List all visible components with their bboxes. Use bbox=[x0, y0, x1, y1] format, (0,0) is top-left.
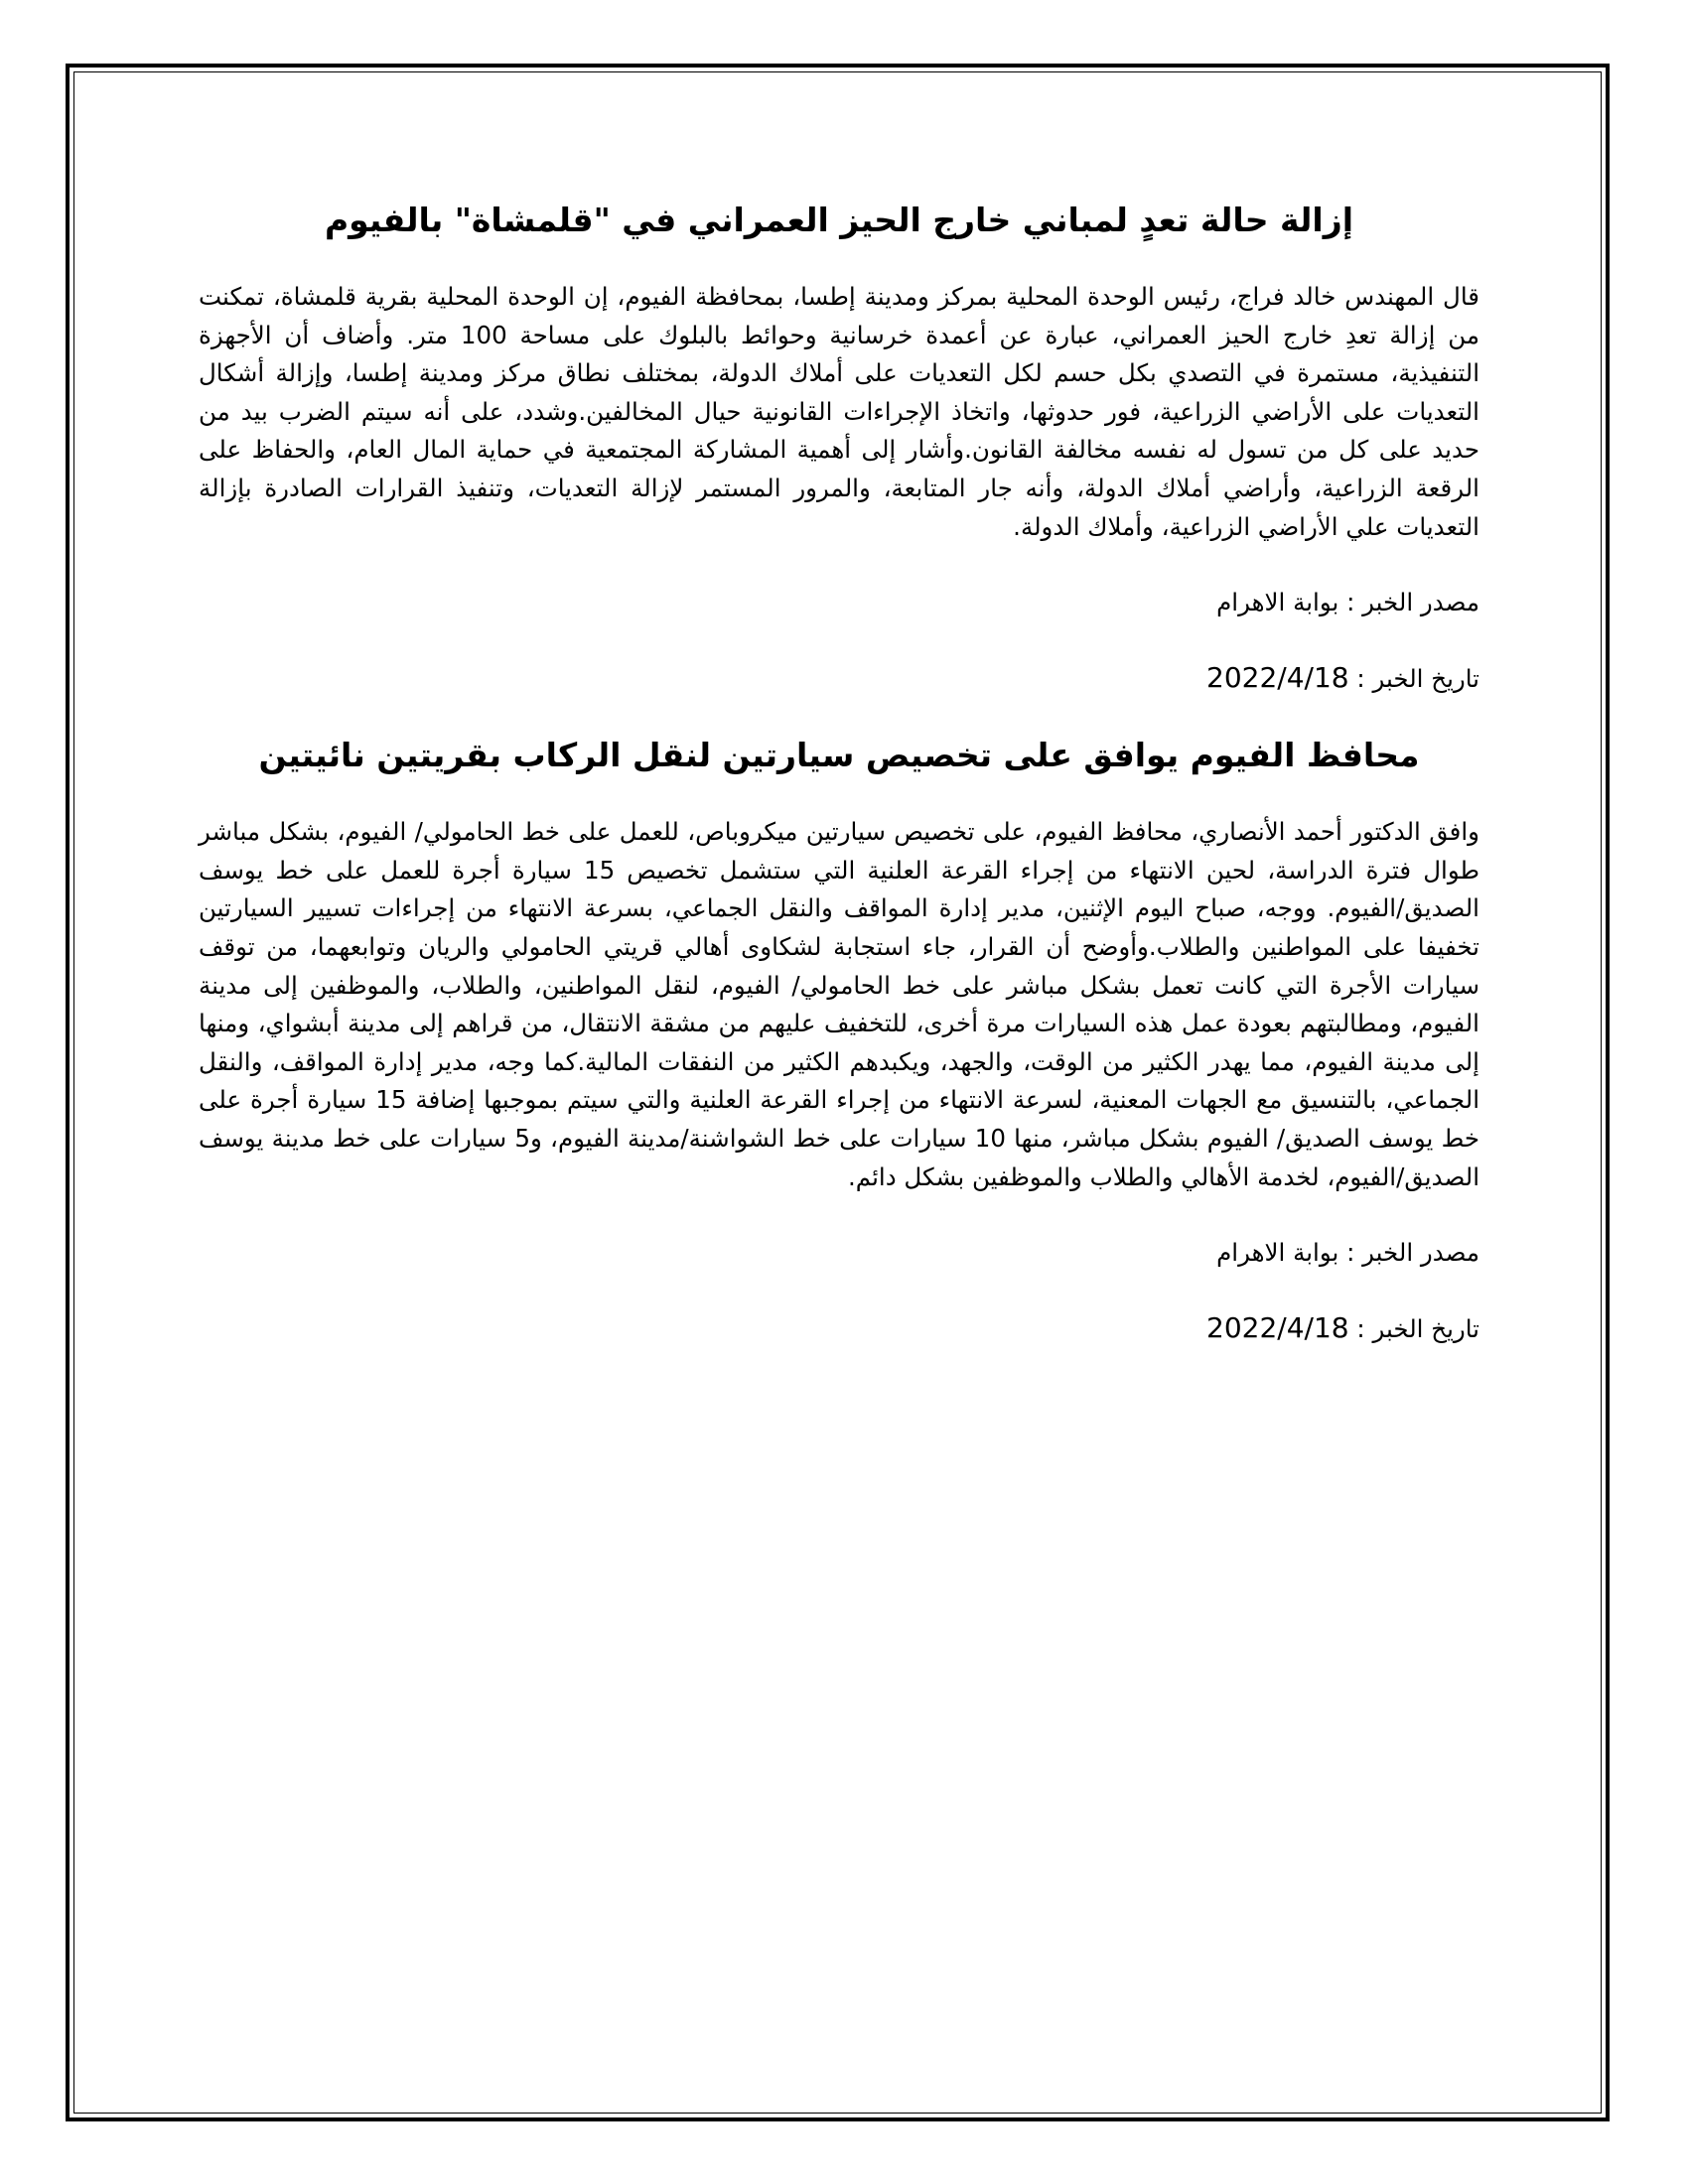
article-1-date-value: 2022/4/18 bbox=[1206, 661, 1349, 695]
article-2-date-value: 2022/4/18 bbox=[1206, 1311, 1349, 1345]
document-content bbox=[199, 189, 1479, 1348]
article-2-headline: محافظ الفيوم يوافق على تخصيص سيارتين لنقل الركاب بقريتين نائيتين bbox=[258, 736, 1420, 775]
article-2 bbox=[199, 724, 1479, 1348]
article-1 bbox=[199, 189, 1479, 698]
article-1-date bbox=[199, 659, 1479, 698]
article-2-body: وافق الدكتور أحمد الأنصاري، محافظ الفيوم، على تخصيص سيارتين ميكروباص، للعمل على خط الحامولي/ الفيوم، بشكل مباشر طوال فترة الدراسة، لحين الانتهاء من إجراء القرعة العلنية التي ستشمل تخصيص 15 سيارة أجرة للعمل على خط يوسف الصديق/الفيوم. ووجه، صباح اليوم الإثنين، مدير إدارة المواقف والنقل الجماعي، بسرعة الانتهاء من إجراءات تسيير السيارتين تخفيفا على المواطنين والطلاب.وأوضح أن القرار، جاء استجابة لشكاوى أهالي قريتي الحامولي والريان وتوابعهما، من توقف سيارات الأجرة التي كانت تعمل بشكل مباشر على خط الحامولي/ الفيوم، لنقل المواطنين، والطلاب، والموظفين إلى مدينة الفيوم، ومطالبتهم بعودة عمل هذه السيارات مرة أخرى، للتخفيف عليهم من مشقة الانتقال، من قراهم إلى مدينة أبشواي، ومنها إلى مدينة الفيوم، مما يهدر الكثير من الوقت، والجهد، ويكبدهم الكثير من النفقات المالية.كما وجه، مدير إدارة المواقف، والنقل الجماعي، بالتنسيق مع الجهات المعنية، لسرعة الانتهاء من إجراء القرعة العلنية والتي سيتم بموجبها إضافة 15 سيارة أجرة على خط يوسف الصديق/ الفيوم بشكل مباشر، منها 10 سيارات على خط الشواشنة/مدينة الفيوم، و5 سيارات على خط مدينة يوسف الصديق/الفيوم، لخدمة الأهالي والطلاب والموظفين بشكل دائم. bbox=[199, 817, 1480, 1191]
article-1-headline: إزالة حالة تعدٍ لمباني خارج الحيز العمراني في "قلمشاة" بالفيوم bbox=[324, 201, 1354, 239]
article-1-source: مصدر الخبر : بوابة الاهرام bbox=[1216, 588, 1479, 617]
article-1-body: قال المهندس خالد فراج، رئيس الوحدة المحلية بمركز ومدينة إطسا، بمحافظة الفيوم، إن الوحدة المحلية بقرية قلمشاة، تمكنت من إزالة تعدِ خارج الحيز العمراني، عبارة عن أعمدة خرسانية وحوائط بالبلوك على مساحة 100 متر. وأضاف أن الأجهزة التنفيذية، مستمرة في التصدي بكل حسم لكل التعديات على أملاك الدولة، بمختلف نطاق مركز ومدينة إطسا، وإزالة أشكال التعديات على الأراضي الزراعية، فور حدوثها، واتخاذ الإجراءات القانونية حيال المخالفين.وشدد، على أنه سيتم الضرب بيد من حديد على كل من تسول له نفسه مخالفة القانون.وأشار إلى أهمية المشاركة المجتمعية في حماية المال العام، والحفاظ على الرقعة الزراعية، وأراضي أملاك الدولة، وأنه جار المتابعة، والمرور المستمر لإزالة التعديات، وتنفيذ القرارات الصادرة بإزالة التعديات علي الأراضي الزراعية، وأملاك الدولة. bbox=[199, 282, 1479, 541]
article-2-date-label: تاريخ الخبر : bbox=[1356, 1314, 1479, 1344]
article-1-date-label: تاريخ الخبر : bbox=[1356, 664, 1479, 694]
article-2-date bbox=[199, 1309, 1479, 1348]
article-2-source: مصدر الخبر : بوابة الاهرام bbox=[1216, 1238, 1479, 1268]
